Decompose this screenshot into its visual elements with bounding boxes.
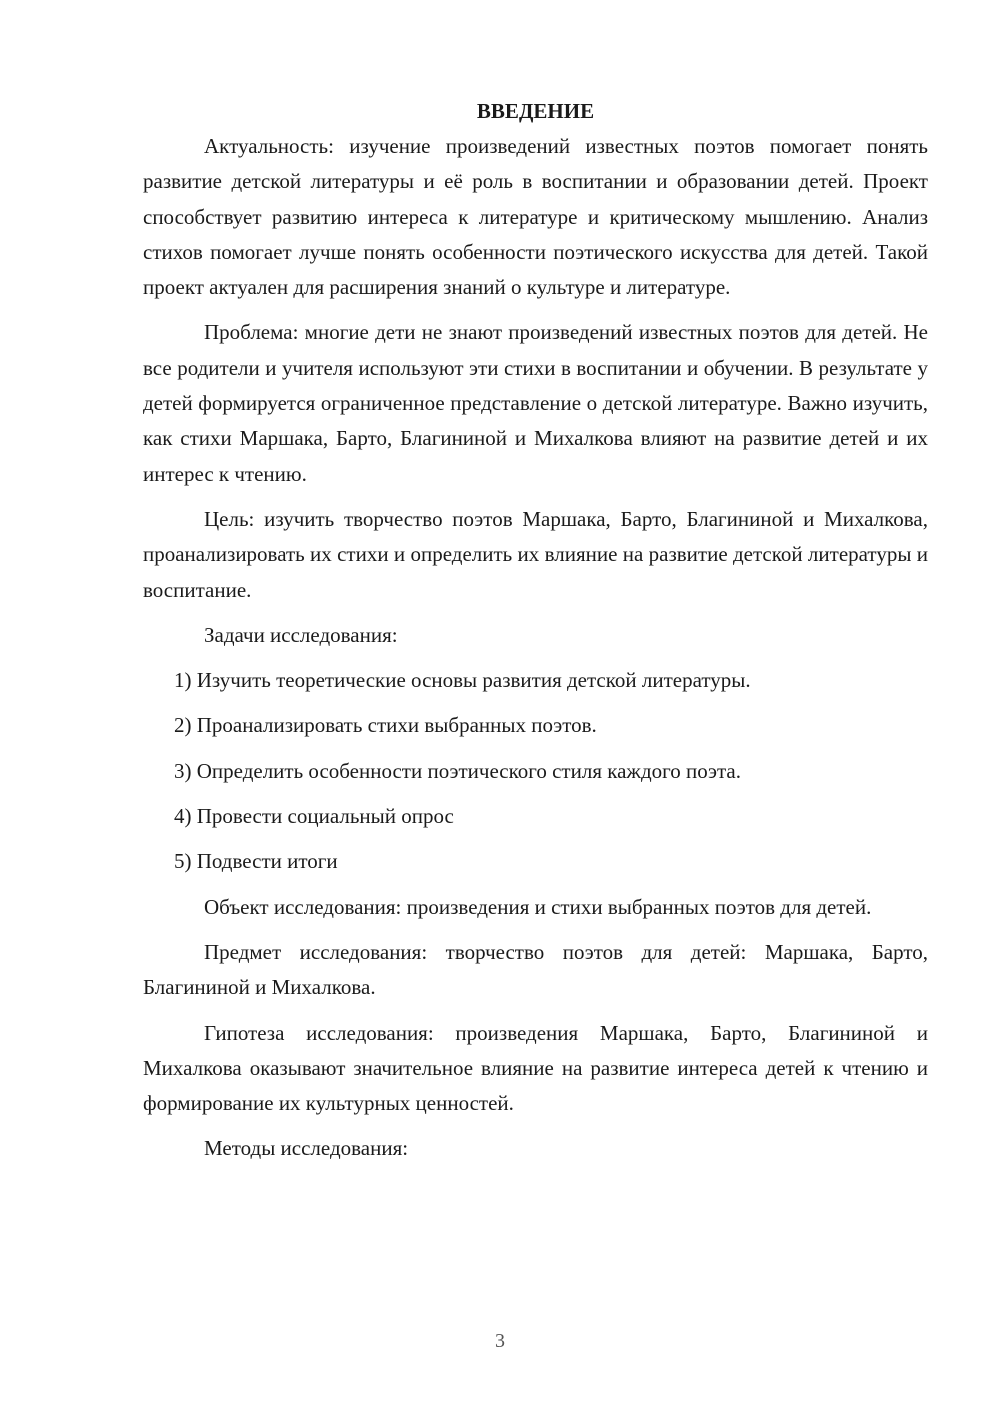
list-item: 4) Провести социальный опрос: [174, 804, 454, 829]
paragraph-spacer: [143, 1006, 928, 1016]
paragraph-subject: Предмет исследования: творчество поэтов для детей: Маршака, Барто, Благининой и Михалкова.: [143, 939, 928, 1000]
tasks-heading: Задачи исследования:: [204, 622, 398, 647]
paragraph-object: Объект исследования: произведения и стихи выбранных поэтов для детей.: [204, 894, 872, 919]
list-item: 5) Подвести итоги: [174, 849, 338, 874]
document-title: ВВЕДЕНИЕ: [476, 99, 595, 123]
paragraph-spacer: [143, 653, 928, 663]
paragraph-goal: Цель: изучить творчество поэтов Маршака, Барто, Благининой и Михалкова, проанализировать их стихи и определить их влияние на развитие детской литературы и воспитание.: [143, 506, 928, 602]
paragraph-problem: Проблема: многие дети не знают произведений известных поэтов для детей. Не все родители и учителя используют эти стихи в воспитании и обучении. В результате у детей формируется ограниченное представление о детской литературе. Важно изучить, как стихи Маршака, Барто, Благининой и Михалкова влияют на развитие детей и их интерес к чтению.: [143, 320, 928, 486]
tasks-list: [143, 663, 928, 879]
document-page: [143, 93, 928, 1167]
paragraph-spacer: [143, 305, 928, 315]
paragraph-spacer: [143, 925, 928, 935]
list-item: 3) Определить особенности поэтического стиля каждого поэта.: [174, 758, 741, 783]
list-item: 2) Проанализировать стихи выбранных поэтов.: [174, 713, 597, 738]
page-number: 3: [495, 1330, 505, 1352]
methods-heading: Методы исследования:: [204, 1136, 409, 1161]
paragraph-spacer: [143, 608, 928, 618]
paragraph-spacer: [143, 1121, 928, 1131]
paragraph-hypothesis: Гипотеза исследования: произведения Маршака, Барто, Благининой и Михалкова оказывают значительное влияние на развитие интереса детей к чтению и формирование их культурных ценностей.: [143, 1020, 928, 1116]
list-item: 1) Изучить теоретические основы развития детской литературы.: [174, 668, 751, 693]
paragraph-relevance: Актуальность: изучение произведений известных поэтов помогает понять развитие детской литературы и её роль в воспитании и образовании детей. Проект способствует развитию интереса к литературе и критическому мышлению. Анализ стихов помогает лучше понять особенности поэтического искусства для детей. Такой проект актуален для расширения знаний о культуре и литературе.: [143, 134, 928, 300]
paragraph-spacer: [143, 492, 928, 502]
